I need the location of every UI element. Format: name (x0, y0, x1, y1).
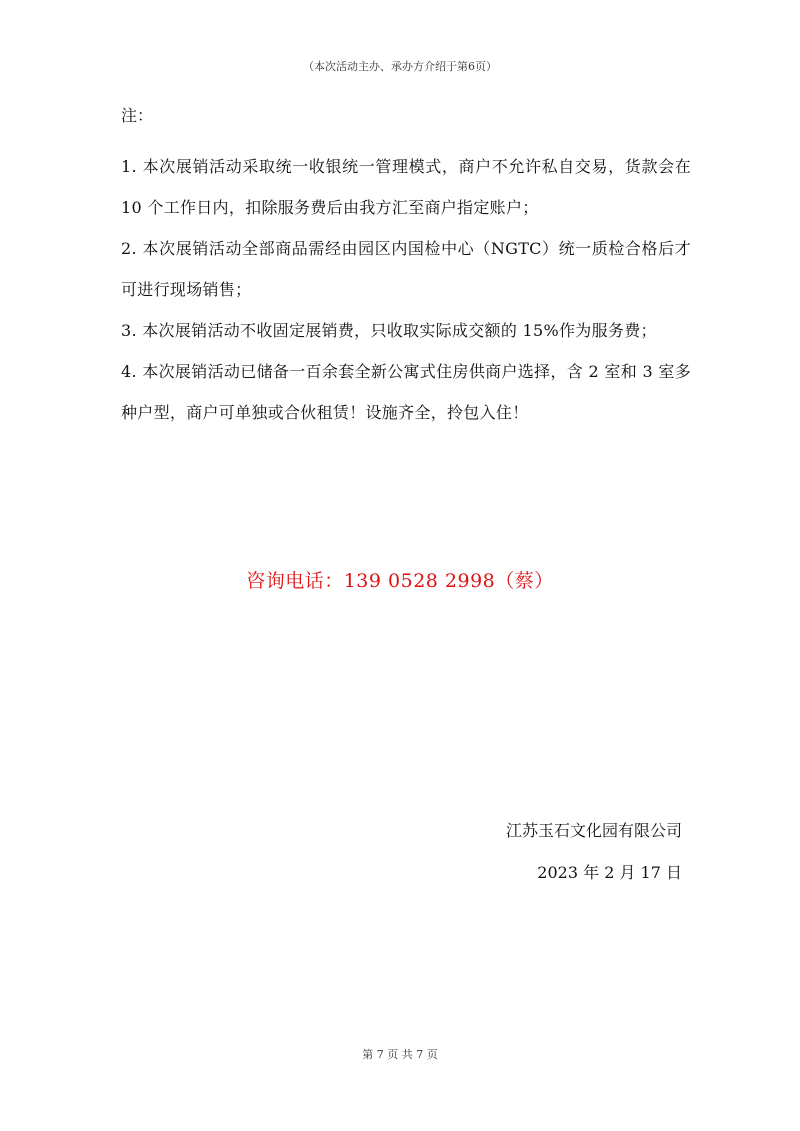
document-date: 2023 年 2 月 17 日 (537, 863, 682, 882)
notes-title: 注： (121, 106, 154, 125)
header-note: （本次活动主办、承办方介绍于第6页） (303, 60, 497, 73)
note-item-1: 1. 本次展销活动采取统一收银统一管理模式，商户不允许私自交易，货款会在 10 个工作日内，扣除服务费后由我方汇至商户指定账户； (121, 157, 691, 217)
contact-phone: 咨询电话：139 0528 2998（蔡） (246, 570, 554, 592)
page-number: 第 7 页 共 7 页 (362, 1048, 438, 1061)
note-item-4: 4. 本次展销活动已储备一百余套全新公寓式住房供商户选择，含 2 室和 3 室多种户型，商户可单独或合伙租赁！设施齐全，拎包入住！ (121, 362, 691, 422)
notes-section (121, 104, 691, 433)
note-item-3: 3. 本次展销活动不收固定展销费，只收取实际成交额的 15%作为服务费； (121, 321, 657, 340)
company-name: 江苏玉石文化园有限公司 (505, 821, 682, 840)
note-item-2: 2. 本次展销活动全部商品需经由园区内国检中心（NGTC）统一质检合格后才可进行现场销售； (121, 239, 691, 299)
